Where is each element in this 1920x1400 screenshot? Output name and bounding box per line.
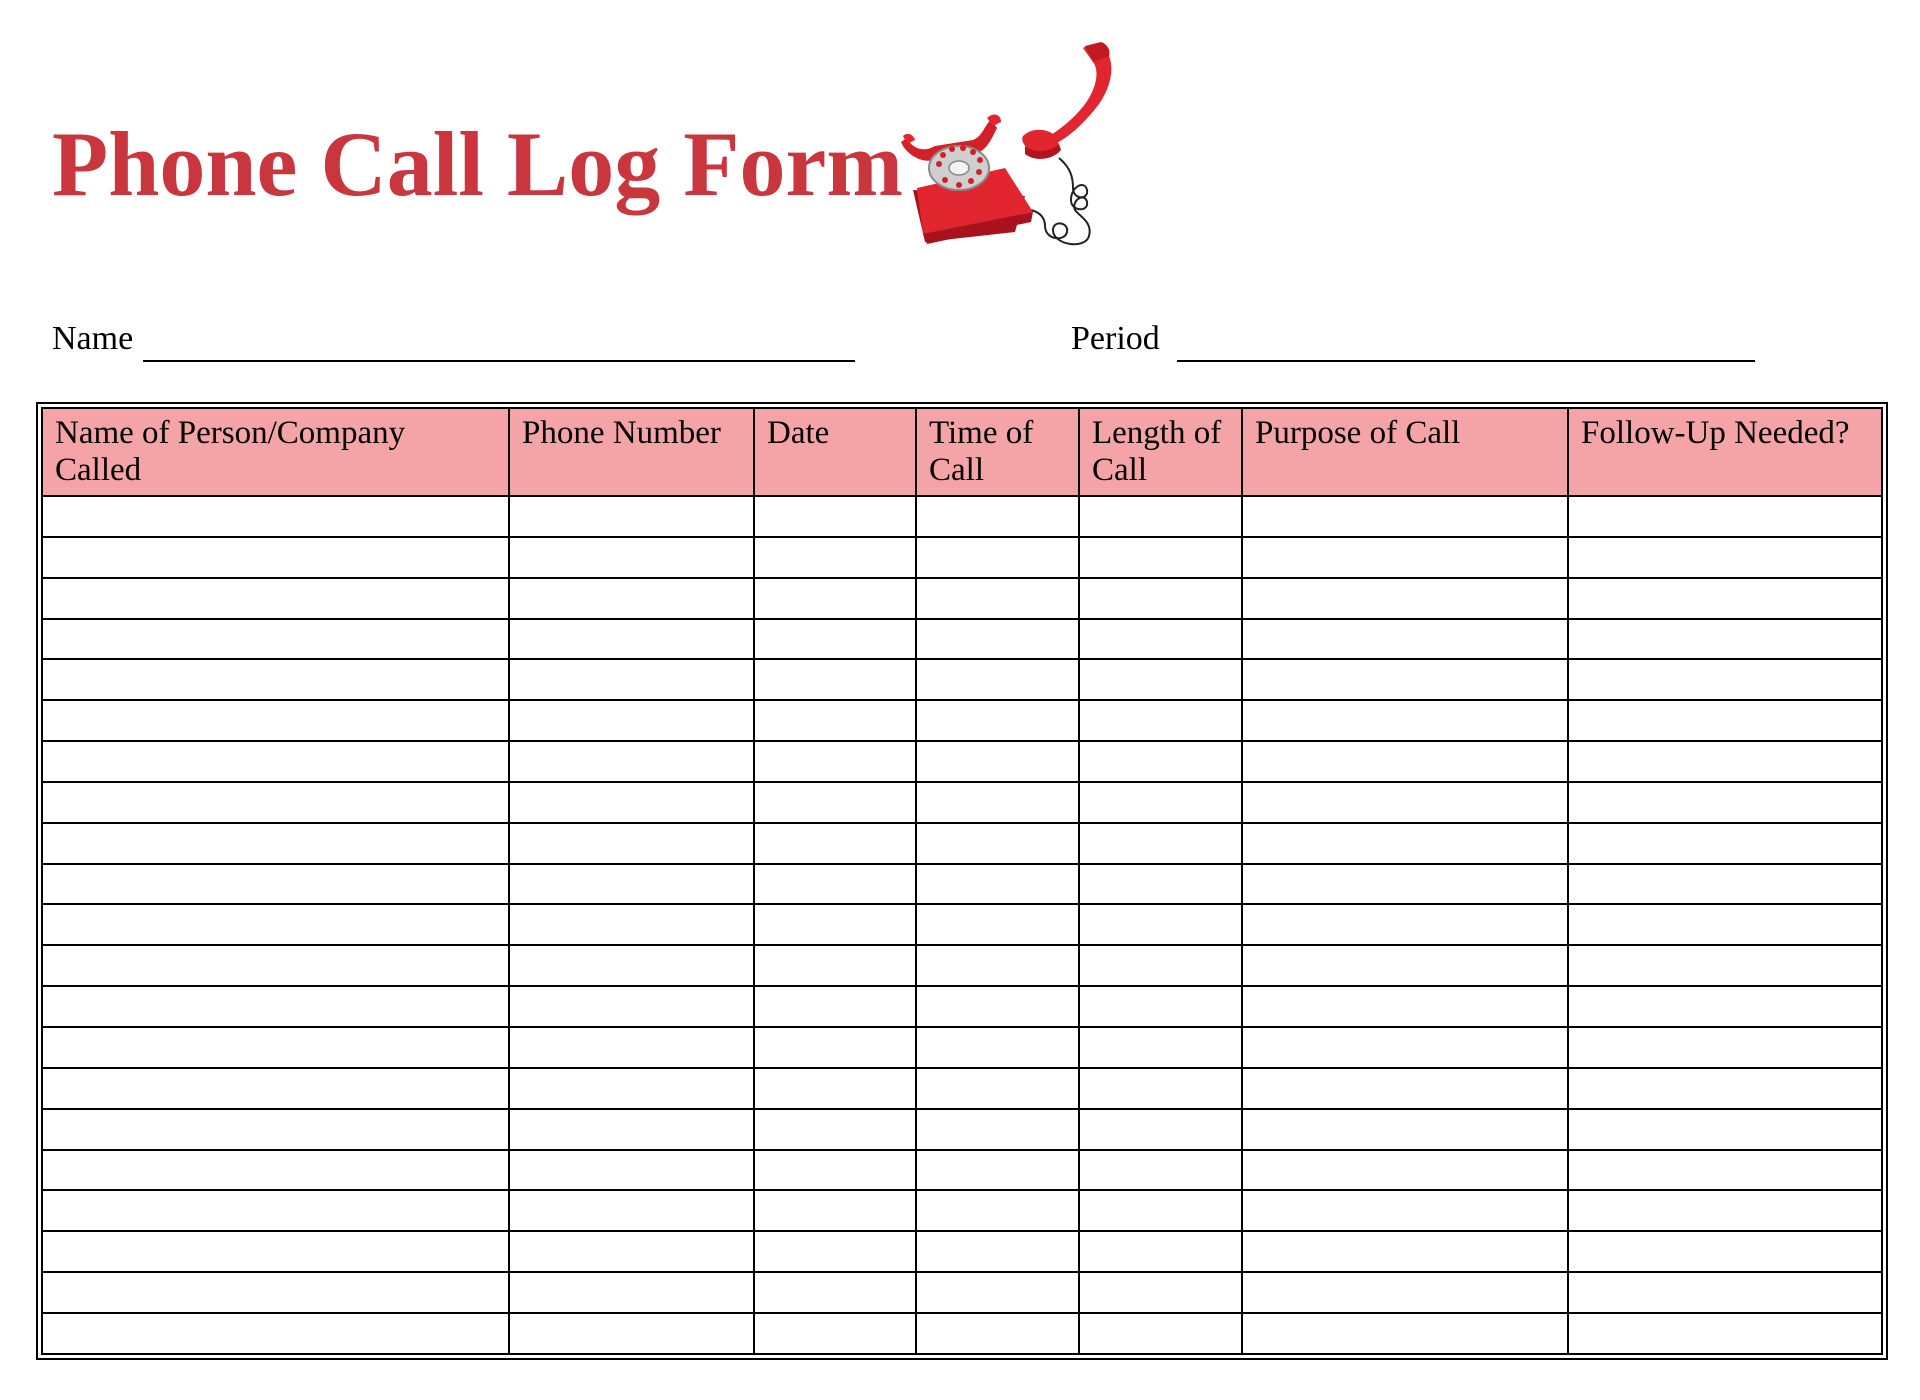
table-cell[interactable]: [42, 659, 509, 700]
table-cell[interactable]: [1242, 1231, 1568, 1272]
table-row: [42, 782, 1882, 823]
table-row: [42, 823, 1882, 864]
table-cell[interactable]: [42, 1190, 509, 1231]
table-cell[interactable]: [509, 945, 754, 986]
table-cell[interactable]: [754, 986, 916, 1027]
table-cell[interactable]: [754, 1272, 916, 1313]
table-cell[interactable]: [754, 537, 916, 578]
table-cell[interactable]: [1079, 1109, 1242, 1150]
table-cell[interactable]: [916, 823, 1079, 864]
call-log-table: [41, 407, 1883, 1355]
table-cell[interactable]: [42, 578, 509, 619]
call-log-table-frame: [36, 402, 1888, 1360]
table-cell[interactable]: [1568, 578, 1882, 619]
table-cell[interactable]: [1079, 496, 1242, 537]
table-cell[interactable]: [1242, 659, 1568, 700]
table-cell[interactable]: [42, 741, 509, 782]
table-cell[interactable]: [916, 904, 1079, 945]
table-cell[interactable]: [42, 782, 509, 823]
table-cell[interactable]: [1079, 1190, 1242, 1231]
table-body: [42, 496, 1882, 1354]
table-cell[interactable]: [1242, 864, 1568, 905]
table-cell[interactable]: [1568, 782, 1882, 823]
table-cell[interactable]: [754, 659, 916, 700]
table-row: [42, 1150, 1882, 1191]
table-cell[interactable]: [42, 619, 509, 660]
table-cell[interactable]: [1079, 1150, 1242, 1191]
table-cell[interactable]: [1568, 1150, 1882, 1191]
table-cell[interactable]: [1242, 1313, 1568, 1354]
table-cell[interactable]: [1568, 700, 1882, 741]
table-cell[interactable]: [509, 986, 754, 1027]
table-cell[interactable]: [42, 945, 509, 986]
table-cell[interactable]: [1242, 1190, 1568, 1231]
table-cell[interactable]: [1079, 986, 1242, 1027]
column-header-date: Date: [754, 408, 916, 496]
table-cell[interactable]: [754, 945, 916, 986]
table-cell[interactable]: [42, 1109, 509, 1150]
table-row: [42, 1109, 1882, 1150]
column-header-phone-number: Phone Number: [509, 408, 754, 496]
table-cell[interactable]: [42, 864, 509, 905]
page-title: Phone Call Log Form: [52, 113, 903, 215]
table-cell[interactable]: [509, 1027, 754, 1068]
table-row: [42, 496, 1882, 537]
table-cell[interactable]: [1079, 782, 1242, 823]
table-cell[interactable]: [1568, 659, 1882, 700]
table-row: [42, 578, 1882, 619]
table-header-row: [42, 408, 1882, 496]
table-cell[interactable]: [1568, 496, 1882, 537]
table-cell[interactable]: [916, 537, 1079, 578]
table-cell[interactable]: [509, 904, 754, 945]
table-cell[interactable]: [509, 578, 754, 619]
table-cell[interactable]: [42, 1150, 509, 1191]
table-cell[interactable]: [1079, 619, 1242, 660]
table-cell[interactable]: [916, 1027, 1079, 1068]
table-row: [42, 986, 1882, 1027]
table-cell[interactable]: [1079, 945, 1242, 986]
table-cell[interactable]: [1079, 823, 1242, 864]
table-cell[interactable]: [1242, 782, 1568, 823]
table-cell[interactable]: [1079, 1027, 1242, 1068]
table-cell[interactable]: [1079, 537, 1242, 578]
period-field[interactable]: [1177, 360, 1755, 362]
column-header-time-of-call: Time of Call: [916, 408, 1079, 496]
table-cell[interactable]: [509, 1313, 754, 1354]
table-cell[interactable]: [916, 700, 1079, 741]
table-row: [42, 700, 1882, 741]
table-cell[interactable]: [1568, 1109, 1882, 1150]
table-cell[interactable]: [916, 864, 1079, 905]
table-cell[interactable]: [1568, 1231, 1882, 1272]
table-cell[interactable]: [1568, 619, 1882, 660]
table-cell[interactable]: [1568, 986, 1882, 1027]
table-cell[interactable]: [916, 782, 1079, 823]
table-cell[interactable]: [1242, 986, 1568, 1027]
table-cell[interactable]: [42, 1313, 509, 1354]
table-cell[interactable]: [916, 1231, 1079, 1272]
table-cell[interactable]: [754, 782, 916, 823]
table-cell[interactable]: [509, 659, 754, 700]
column-header-length-of-call: Length of Call: [1079, 408, 1242, 496]
table-cell[interactable]: [916, 578, 1079, 619]
table-cell[interactable]: [1242, 700, 1568, 741]
table-row: [42, 1231, 1882, 1272]
table-cell[interactable]: [1568, 945, 1882, 986]
table-cell[interactable]: [1242, 1068, 1568, 1109]
column-header-purpose-of-call: Purpose of Call: [1242, 408, 1568, 496]
table-cell[interactable]: [1242, 1150, 1568, 1191]
table-cell[interactable]: [1568, 537, 1882, 578]
table-row: [42, 945, 1882, 986]
table-row: [42, 1190, 1882, 1231]
table-cell[interactable]: [509, 496, 754, 537]
table-row: [42, 904, 1882, 945]
table-cell[interactable]: [42, 700, 509, 741]
table-cell[interactable]: [509, 782, 754, 823]
table-cell[interactable]: [1079, 1272, 1242, 1313]
table-cell[interactable]: [1079, 864, 1242, 905]
table-cell[interactable]: [1568, 741, 1882, 782]
table-cell[interactable]: [916, 1150, 1079, 1191]
name-field[interactable]: [143, 360, 855, 362]
table-cell[interactable]: [916, 619, 1079, 660]
table-cell[interactable]: [42, 1272, 509, 1313]
table-cell[interactable]: [916, 496, 1079, 537]
table-cell[interactable]: [754, 864, 916, 905]
table-cell[interactable]: [509, 537, 754, 578]
table-cell[interactable]: [754, 496, 916, 537]
table-cell[interactable]: [509, 1272, 754, 1313]
table-cell[interactable]: [1568, 904, 1882, 945]
table-cell[interactable]: [1079, 578, 1242, 619]
table-cell[interactable]: [754, 1190, 916, 1231]
table-cell[interactable]: [754, 1231, 916, 1272]
table-row: [42, 741, 1882, 782]
table-cell[interactable]: [42, 904, 509, 945]
table-cell[interactable]: [1568, 823, 1882, 864]
table-cell[interactable]: [1242, 578, 1568, 619]
table-cell[interactable]: [1568, 1190, 1882, 1231]
table-cell[interactable]: [754, 1313, 916, 1354]
name-label: Name: [52, 320, 134, 357]
table-cell[interactable]: [42, 496, 509, 537]
table-cell[interactable]: [916, 1109, 1079, 1150]
table-cell[interactable]: [1568, 1272, 1882, 1313]
table-cell[interactable]: [1242, 904, 1568, 945]
table-cell[interactable]: [1568, 864, 1882, 905]
table-cell[interactable]: [1568, 1068, 1882, 1109]
table-row: [42, 1068, 1882, 1109]
column-header-name-of-person-company: Name of Person/Company Called: [42, 408, 509, 496]
table-cell[interactable]: [1079, 1231, 1242, 1272]
table-cell[interactable]: [1242, 945, 1568, 986]
table-cell[interactable]: [1242, 823, 1568, 864]
table-row: [42, 864, 1882, 905]
table-cell[interactable]: [509, 1150, 754, 1191]
table-cell[interactable]: [916, 741, 1079, 782]
table-cell[interactable]: [1242, 619, 1568, 660]
table-cell[interactable]: [509, 741, 754, 782]
table-cell[interactable]: [1079, 659, 1242, 700]
table-cell[interactable]: [916, 986, 1079, 1027]
table-cell[interactable]: [754, 741, 916, 782]
table-cell[interactable]: [1242, 496, 1568, 537]
table-row: [42, 1027, 1882, 1068]
table-cell[interactable]: [1079, 741, 1242, 782]
table-cell[interactable]: [1079, 904, 1242, 945]
table-cell[interactable]: [42, 1027, 509, 1068]
table-cell[interactable]: [1568, 1313, 1882, 1354]
table-cell[interactable]: [1079, 700, 1242, 741]
table-row: [42, 1272, 1882, 1313]
table-cell[interactable]: [1242, 1272, 1568, 1313]
column-header-follow-up-needed: Follow-Up Needed?: [1568, 408, 1882, 496]
table-row: [42, 537, 1882, 578]
table-cell[interactable]: [1242, 537, 1568, 578]
table-cell[interactable]: [754, 823, 916, 864]
period-label: Period: [1071, 320, 1160, 357]
table-cell[interactable]: [754, 1150, 916, 1191]
table-cell[interactable]: [42, 986, 509, 1027]
table-cell[interactable]: [1242, 1027, 1568, 1068]
table-cell[interactable]: [916, 1272, 1079, 1313]
table-row: [42, 1313, 1882, 1354]
table-cell[interactable]: [916, 1313, 1079, 1354]
table-cell[interactable]: [754, 1109, 916, 1150]
table-cell[interactable]: [509, 1068, 754, 1109]
table-cell[interactable]: [754, 1068, 916, 1109]
table-cell[interactable]: [916, 1190, 1079, 1231]
table-cell[interactable]: [754, 578, 916, 619]
table-cell[interactable]: [1242, 741, 1568, 782]
table-cell[interactable]: [916, 659, 1079, 700]
table-cell[interactable]: [509, 1231, 754, 1272]
table-cell[interactable]: [1568, 1027, 1882, 1068]
table-cell[interactable]: [916, 945, 1079, 986]
table-cell[interactable]: [509, 619, 754, 660]
table-cell[interactable]: [754, 700, 916, 741]
table-cell[interactable]: [754, 1027, 916, 1068]
rotary-telephone-icon: [895, 40, 1125, 250]
table-cell[interactable]: [916, 1068, 1079, 1109]
table-cell[interactable]: [509, 700, 754, 741]
table-row: [42, 659, 1882, 700]
table-row: [42, 619, 1882, 660]
table-cell[interactable]: [42, 537, 509, 578]
table-cell[interactable]: [509, 864, 754, 905]
table-cell[interactable]: [42, 1231, 509, 1272]
table-cell[interactable]: [509, 1190, 754, 1231]
table-cell[interactable]: [1079, 1313, 1242, 1354]
table-cell[interactable]: [1079, 1068, 1242, 1109]
table-cell[interactable]: [42, 1068, 509, 1109]
table-cell[interactable]: [509, 823, 754, 864]
table-cell[interactable]: [754, 619, 916, 660]
table-cell[interactable]: [42, 823, 509, 864]
table-cell[interactable]: [1242, 1109, 1568, 1150]
table-cell[interactable]: [509, 1109, 754, 1150]
table-cell[interactable]: [754, 904, 916, 945]
